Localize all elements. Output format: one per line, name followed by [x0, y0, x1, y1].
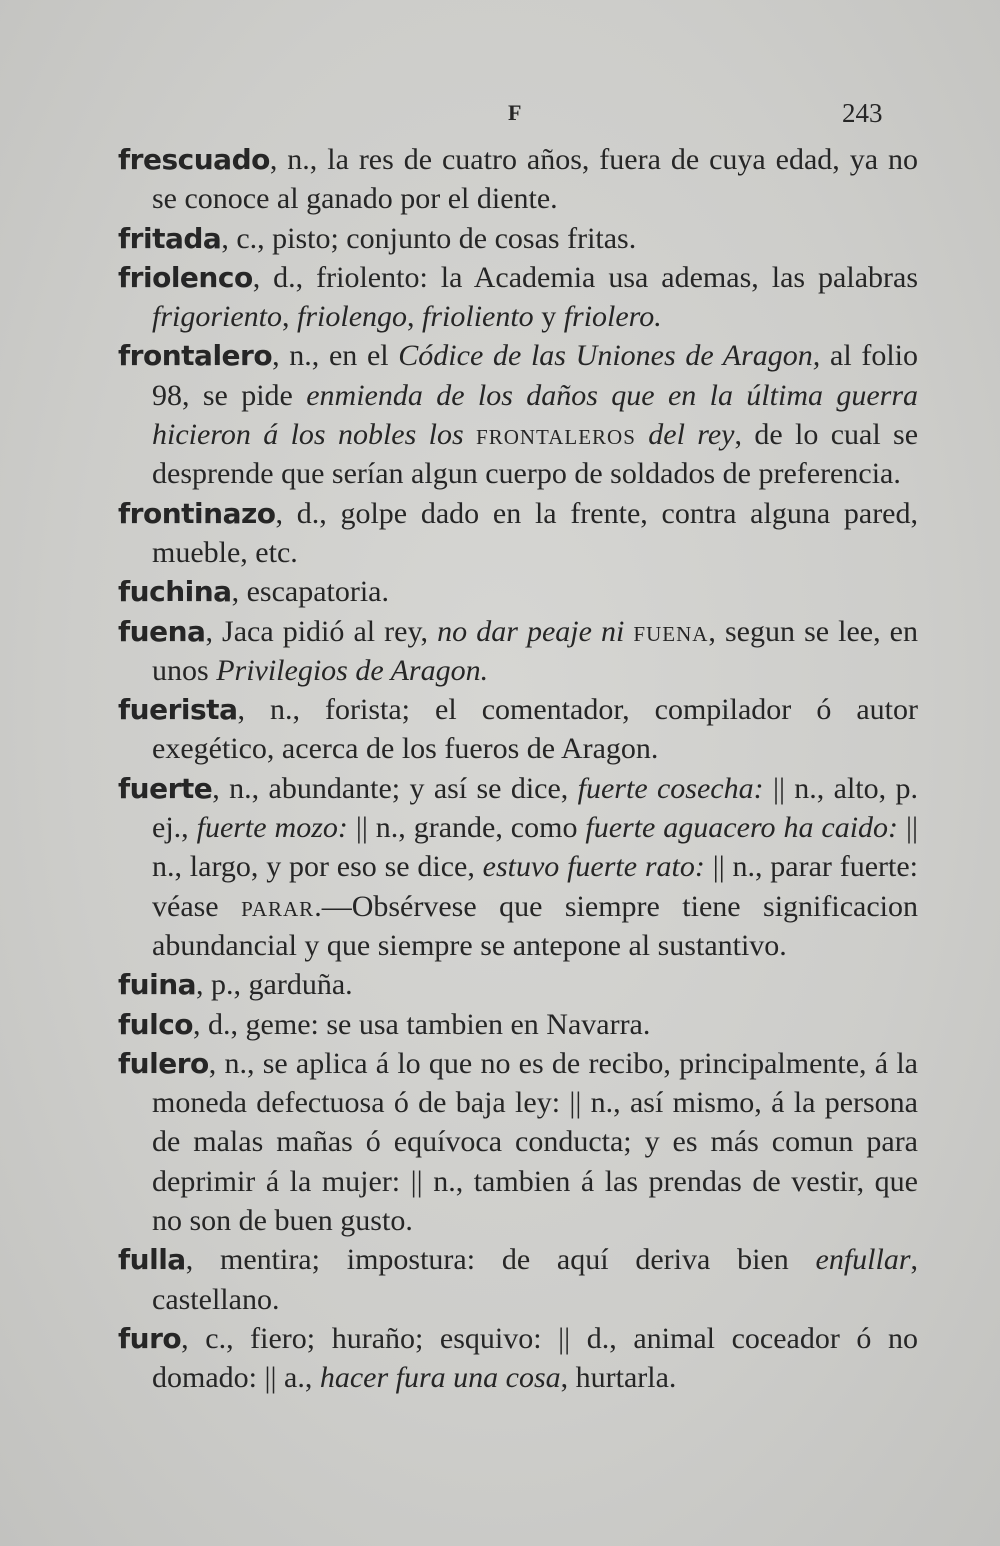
dictionary-entry — [118, 494, 918, 573]
italic-text: enmienda de los daños que en la última guerra hicieron á los nobles los — [152, 378, 919, 452]
entry-headword: furo — [118, 1321, 182, 1355]
definition-text — [464, 418, 476, 451]
italic-text: del rey — [648, 418, 735, 452]
definition-text: , Jaca pidió al rey, — [205, 614, 438, 648]
definition-text: , c., fiero; huraño; esquivo: || d., animal coceador ó no domado: || a., — [152, 1321, 918, 1395]
definition-text: , n., abundante; y así se dice, — [212, 771, 578, 805]
definition-text: , hurtarla. — [560, 1361, 677, 1395]
entry-headword: fuerista — [118, 693, 238, 727]
running-head — [0, 98, 1000, 134]
page-number: 243 — [842, 98, 883, 128]
definition-text: || n., parar fuerte: véase — [152, 850, 919, 923]
entry-list — [118, 140, 918, 1398]
italic-text: friolengo — [297, 300, 408, 334]
dictionary-entry — [118, 769, 918, 965]
definition-text: || n., grande, como — [347, 811, 586, 845]
definition-text: , c., pisto; conjunto de cosas fritas. — [221, 221, 637, 255]
definition-text: || n., alto, p. ej., — [152, 771, 918, 845]
entry-headword: fritada — [118, 221, 222, 255]
dictionary-entry — [118, 336, 918, 493]
small-caps-text: fuena — [633, 614, 709, 648]
section-letter: F — [508, 100, 523, 125]
definition-text: y — [533, 300, 564, 334]
entry-headword: frontalero — [118, 339, 273, 373]
dictionary-entry — [118, 1319, 918, 1398]
definition-text: , n., en el — [272, 339, 399, 373]
italic-text: fuerte cosecha: — [577, 771, 764, 805]
definition-text: || n., largo, y por eso se dice, — [152, 811, 919, 884]
italic-text: no dar peaje ni — [437, 614, 625, 648]
italic-text: friolero. — [563, 300, 662, 334]
definition-text: , n., se aplica á lo que no es de recibo, principalmente, á la moneda defectuosa ó de baja ley: || n., así mismo, á la persona de malas mañas ó equívoca conducta; y es más comun para deprimir á la mujer: || n., tambien á las prendas de vestir, que no son de buen gusto. — [152, 1046, 918, 1238]
entry-headword: fuchina — [118, 575, 232, 609]
dictionary-entry — [118, 258, 918, 337]
italic-text: enfullar — [815, 1243, 911, 1277]
entry-headword: frescuado — [118, 143, 270, 176]
entry-headword: fulero — [118, 1046, 209, 1080]
definition-text: , d., friolento: la Academia usa ademas, las palabras — [252, 260, 918, 294]
definition-text: , — [282, 300, 298, 334]
definition-text: , escapatoria. — [231, 575, 389, 609]
dictionary-entry — [118, 1005, 918, 1044]
italic-text: Códice de las Uniones de Aragon, — [398, 339, 821, 373]
definition-text: .—Obsérvese que siempre tiene significacion abundancial y que siempre se antepone al sustantivo. — [152, 889, 918, 962]
entry-headword: fuerte — [118, 771, 213, 805]
italic-text: hacer fura una cosa — [319, 1361, 561, 1395]
definition-text: , d., geme: se usa tambien en Navarra. — [193, 1007, 651, 1041]
italic-text: frioliento — [422, 300, 534, 334]
dictionary-entry — [118, 612, 918, 691]
definition-text: , de lo cual se desprende que serían algun cuerpo de soldados de preferencia. — [152, 418, 919, 491]
entry-headword: frontinazo — [118, 496, 276, 530]
small-caps-text: frontaleros — [476, 418, 636, 452]
dictionary-entry — [118, 965, 918, 1004]
dictionary-entry — [118, 1240, 918, 1319]
small-caps-text: parar — [241, 889, 315, 923]
definition-text — [636, 418, 648, 451]
italic-text: frigoriento — [152, 300, 283, 334]
italic-text: fuerte mozo: — [196, 811, 348, 845]
definition-text: , — [407, 300, 423, 334]
italic-text: fuerte aguacero ha caido: — [585, 811, 899, 845]
italic-text: Privilegios de Aragon. — [216, 653, 489, 687]
dictionary-entry — [118, 690, 918, 769]
dictionary-entry — [118, 572, 918, 611]
dictionary-entry — [118, 219, 918, 258]
entry-headword: fulco — [118, 1007, 194, 1041]
definition-text: , castellano. — [152, 1243, 918, 1316]
dictionary-entry — [118, 140, 918, 219]
italic-text: estuvo fuerte rato: — [482, 850, 705, 884]
definition-text: , d., golpe dado en la frente, contra alguna pared, mueble, etc. — [152, 496, 918, 569]
definition-text: al folio 98, se pide — [152, 339, 918, 412]
definition-text: , mentira; impostura: de aquí deriva bien — [185, 1243, 816, 1277]
definition-text: , segun se lee, en unos — [152, 614, 918, 687]
definition-text: , p., garduña. — [196, 968, 353, 1002]
entry-headword: fuena — [118, 614, 206, 648]
entry-headword: fulla — [118, 1243, 186, 1277]
dictionary-entry — [118, 1044, 918, 1240]
definition-text: , n., forista; el comentador, compilador ó autor exegético, acerca de los fueros de Aragon. — [152, 693, 918, 766]
definition-text: , n., la res de cuatro años, fuera de cuya edad, ya no se conoce al ganado por el diente. — [152, 143, 918, 216]
entry-headword: fuina — [118, 968, 197, 1002]
entry-headword: friolenco — [118, 260, 253, 294]
